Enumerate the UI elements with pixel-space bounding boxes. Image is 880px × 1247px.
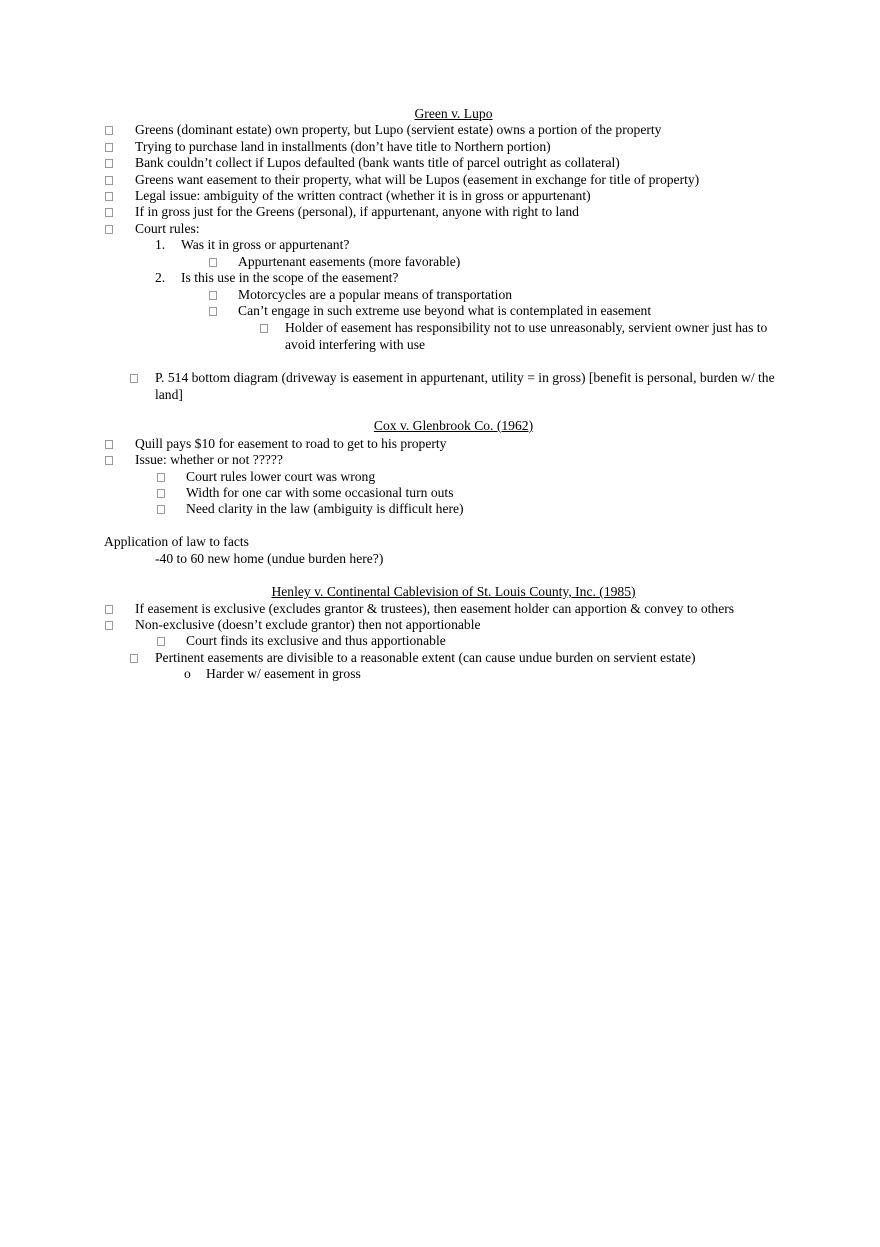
section-title-green-v-lupo: Green v. Lupo: [414, 106, 493, 121]
henley-o-text: Harder w/ easement in gross: [206, 666, 361, 681]
green-item-5: Legal issue: ambiguity of the written contract (whether it is in gross or appurtenant): [135, 188, 591, 203]
bullet-icon: [157, 637, 165, 646]
rule-2-sub-1: Motorcycles are a popular means of transportation: [238, 287, 513, 302]
bullet-icon: [105, 126, 113, 135]
bullet-icon: [209, 291, 217, 300]
bullet-icon: [157, 505, 165, 514]
bullet-icon: [130, 654, 138, 663]
section-title-henley: Henley v. Continental Cablevision of St. Louis County, Inc. (1985): [271, 584, 636, 599]
application-heading: Application of law to facts: [104, 534, 249, 549]
section-title-cox-v-glenbrook: Cox v. Glenbrook Co. (1962): [373, 418, 534, 433]
cox-sub-1: Court rules lower court was wrong: [186, 469, 376, 484]
henley-sub-1: Court finds its exclusive and thus apportionable: [186, 633, 446, 648]
green-item-3: Bank couldn’t collect if Lupos defaulted (bank wants title of parcel outright as collateral): [135, 155, 620, 170]
green-item-6: If in gross just for the Greens (personal), if appurtenant, anyone with right to land: [135, 204, 579, 219]
bullet-icon: [105, 159, 113, 168]
rule-1-text: Was it in gross or appurtenant?: [181, 237, 350, 252]
rule-2-subsub: Holder of easement has responsibility not to use unreasonably, servient owner just has to avoid interfering with use: [285, 320, 768, 352]
henley-item-1: If easement is exclusive (excludes grantor & trustees), then easement holder can apportion & convey to others: [135, 601, 735, 616]
bullet-icon: [157, 489, 165, 498]
bullet-icon: [105, 176, 113, 185]
bullet-icon: [105, 208, 113, 217]
application-text: -40 to 60 new home (undue burden here?): [155, 551, 384, 566]
bullet-icon: [209, 258, 217, 267]
bullet-icon: [105, 621, 113, 630]
green-note: P. 514 bottom diagram (driveway is easement in appurtenant, utility = in gross) [benefit is personal, burden w/ the land]: [155, 370, 775, 402]
green-item-4: Greens want easement to their property, what will be Lupos (easement in exchange for title of property): [135, 172, 700, 187]
bullet-icon: [105, 192, 113, 201]
bullet-icon: [130, 374, 138, 383]
bullet-icon: [105, 440, 113, 449]
rule-1-sub-1: Appurtenant easements (more favorable): [238, 254, 461, 269]
rule-2-sub-2: Can’t engage in such extreme use beyond what is contemplated in easement: [238, 303, 652, 318]
bullet-icon: [105, 225, 113, 234]
green-item-1: Greens (dominant estate) own property, but Lupo (servient estate) owns a portion of the property: [135, 122, 662, 137]
bullet-icon: [157, 473, 165, 482]
henley-o-marker: o: [184, 666, 191, 681]
henley-pertinent: Pertinent easements are divisible to a reasonable extent (can cause undue burden on servient estate): [155, 650, 696, 665]
rule-2-number: 2.: [155, 270, 166, 285]
cox-item-2: Issue: whether or not ?????: [135, 452, 283, 467]
green-item-2: Trying to purchase land in installments (don’t have title to Northern portion): [135, 139, 551, 154]
bullet-icon: [105, 605, 113, 614]
rule-2-text: Is this use in the scope of the easement?: [181, 270, 399, 285]
rule-1-number: 1.: [155, 237, 166, 252]
cox-item-1: Quill pays $10 for easement to road to get to his property: [135, 436, 447, 451]
bullet-icon: [105, 456, 113, 465]
cox-sub-3: Need clarity in the law (ambiguity is difficult here): [186, 501, 464, 516]
bullet-icon: [209, 307, 217, 316]
henley-item-2: Non-exclusive (doesn’t exclude grantor) then not apportionable: [135, 617, 481, 632]
cox-sub-2: Width for one car with some occasional turn outs: [186, 485, 454, 500]
green-item-7: Court rules:: [135, 221, 200, 236]
bullet-icon: [260, 324, 268, 333]
bullet-icon: [105, 143, 113, 152]
